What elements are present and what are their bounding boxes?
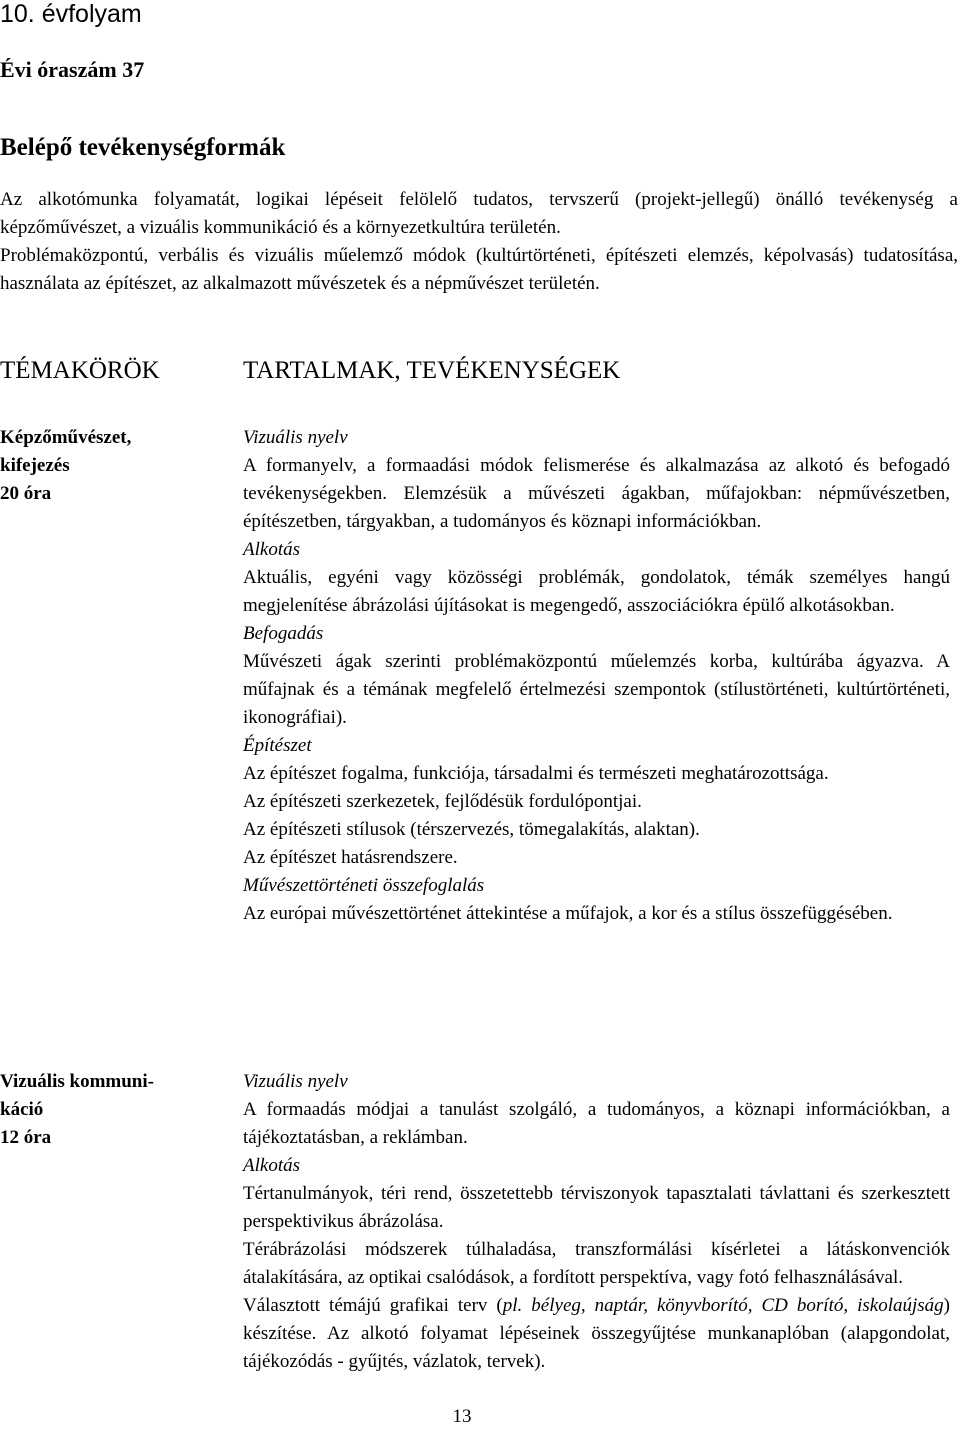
topics-column-header: TÉMAKÖRÖK bbox=[0, 357, 160, 384]
content-paragraph-graphic-design bbox=[243, 1292, 950, 1376]
content-paragraph: Az építészet fogalma, funkciója, társadalmi és természeti meghatározottsága. bbox=[243, 763, 829, 784]
topic-line: kifejezés bbox=[0, 455, 70, 476]
content-paragraph: Az építészet hatásrendszere. bbox=[243, 847, 458, 868]
grade-title: 10. évfolyam bbox=[0, 0, 142, 28]
subheading: Befogadás bbox=[243, 623, 324, 644]
content-fine-arts bbox=[243, 424, 950, 928]
content-paragraph: A formanyelv, a formaadási módok felismerése és alkalmazása az alkotó és befogadó tevékenységekben. Elemzésük a művészeti ágakban, műfajokban: népművészetben, építészetben, tárgyakban, a tudományos és köznapi információkban. bbox=[243, 455, 950, 532]
content-paragraph: Az európai művészettörténet áttekintése a műfajok, a kor és a stílus összefüggésében. bbox=[243, 903, 893, 924]
subheading: Alkotás bbox=[243, 1155, 300, 1176]
yearly-hours: Évi óraszám 37 bbox=[0, 57, 145, 82]
content-paragraph: Az építészeti stílusok (térszervezés, tömegalakítás, alaktan). bbox=[243, 819, 700, 840]
subheading: Vizuális nyelv bbox=[243, 1071, 348, 1092]
entry-activities-title: Belépő tevékenységformák bbox=[0, 134, 286, 161]
page-number: 13 bbox=[452, 1406, 472, 1427]
content-paragraph: Művészeti ágak szerinti problémaközpontú műelemzés korba, kultúrába ágyazva. A műfajnak és a témának megfelelő értelmezési szempontok (stílustörténeti, kultúrtörténeti, ikonográfiai). bbox=[243, 651, 950, 728]
topic-line: káció bbox=[0, 1099, 44, 1120]
content-paragraph: Aktuális, egyéni vagy közösségi problémák, gondolatok, témák személyes hangú megjelenítése ábrázolási újításokat is megengedő, asszociációkra épülő alkotásokban. bbox=[243, 567, 950, 616]
italic-examples: pl. bélyeg, naptár, könyvborító, CD borító, iskolaújság bbox=[502, 1295, 944, 1316]
subheading: Vizuális nyelv bbox=[243, 427, 348, 448]
content-visual-communication bbox=[243, 1068, 950, 1376]
intro-paragraph: Az alkotómunka folyamatát, logikai lépéseit felölelő tudatos, tervszerű (projekt-jellegű) önálló tevékenység a képzőművészet, a vizuális kommunikáció és a környezetkultúra területén. bbox=[0, 189, 958, 238]
subheading: Alkotás bbox=[243, 539, 300, 560]
content-paragraph: A formaadás módjai a tanulást szolgáló, a tudományos, a köznapi információkban, a tájékoztatásban, a reklámban. bbox=[243, 1099, 950, 1148]
topic-visual-communication bbox=[0, 1068, 230, 1152]
topic-line: Képzőművészet, bbox=[0, 427, 132, 448]
topic-hours: 12 óra bbox=[0, 1127, 52, 1148]
subheading: Művészettörténeti összefoglalás bbox=[243, 875, 485, 896]
topic-fine-arts bbox=[0, 424, 230, 508]
intro-text bbox=[0, 186, 958, 298]
contents-column-header: TARTALMAK, TEVÉKENYSÉGEK bbox=[243, 357, 621, 384]
content-paragraph: Térábrázolási módszerek túlhaladása, transzformálási kísérletei a látáskonvenciók átalakítására, az optikai csalódások, a fordított perspektíva, vagy fotó felhasználásával. bbox=[243, 1239, 950, 1288]
subheading: Építészet bbox=[243, 735, 312, 756]
intro-paragraph: Problémaközpontú, verbális és vizuális műelemző módok (kultúrtörténeti, építészeti elemzés, képolvasás) tudatosítása, használata az építészet, az alkalmazott művészetek és a népművészet területén. bbox=[0, 245, 958, 294]
topic-line: Vizuális kommuni- bbox=[0, 1071, 154, 1092]
content-paragraph: Az építészeti szerkezetek, fejlődésük fordulópontjai. bbox=[243, 791, 642, 812]
text-run: ) készítése. Az alkotó folyamat lépéseinek összegyűjtése munkanaplóban (alapgondolat, tájékozódás - gyűjtés, vázlatok, tervek). bbox=[243, 1295, 950, 1372]
text-run: Választott témájú grafikai terv ( bbox=[243, 1295, 503, 1316]
topic-hours: 20 óra bbox=[0, 483, 52, 504]
content-paragraph: Tértanulmányok, téri rend, összetettebb térviszonyok tapasztalati távlattani és szerkesztett perspektivikus ábrázolása. bbox=[243, 1183, 950, 1232]
